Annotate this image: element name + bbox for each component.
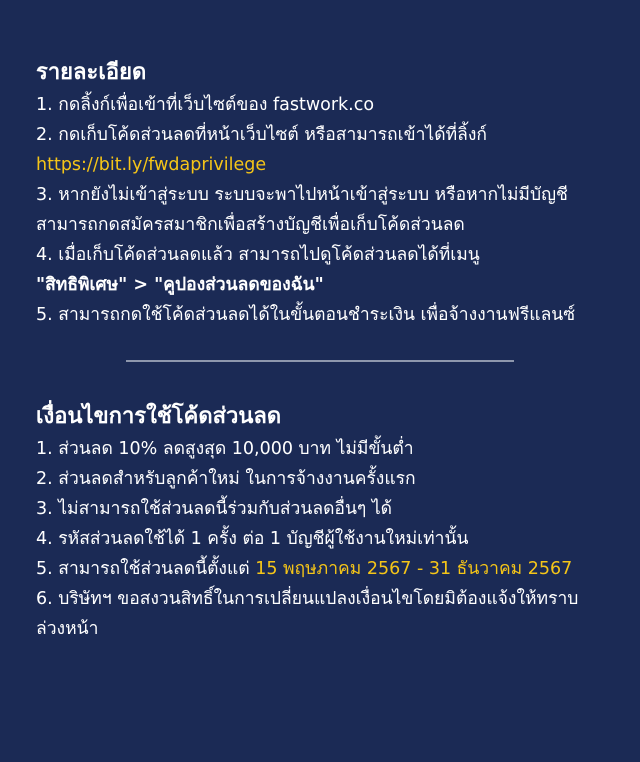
condition-5 <box>36 554 606 584</box>
details-step-2: 2. กดเก็บโค้ดส่วนลดที่หน้าเว็บไซต์ หรือสามารถเข้าได้ที่ลิ้งก์ <box>36 125 487 145</box>
conditions-title: เงื่อนไขการใช้โค้ดส่วนลด <box>36 404 282 429</box>
condition-5-prefix: 5. สามารถใช้ส่วนลดนี้ตั้งแต่ <box>36 559 256 579</box>
details-section <box>36 58 606 330</box>
condition-4: 4. รหัสส่วนลดใช้ได้ 1 ครั้ง ต่อ 1 บัญชีผู้ใช้งานใหม่เท่านั้น <box>36 529 469 549</box>
details-title: รายละเอียด <box>36 60 147 85</box>
details-step-5: 5. สามารถกดใช้โค้ดส่วนลดได้ในขั้นตอนชำระเงิน เพื่อจ้างงานฟรีแลนซ์ <box>36 305 576 325</box>
condition-1: 1. ส่วนลด 10% ลดสูงสุด 10,000 บาท ไม่มีขั้นต่ำ <box>36 439 414 459</box>
condition-3: 3. ไม่สามารถใช้ส่วนลดนี้ร่วมกับส่วนลดอื่นๆ ได้ <box>36 499 393 519</box>
details-step-1: 1. กดลิ้งก์เพื่อเข้าที่เว็บไซต์ของ fastwork.co <box>36 95 375 115</box>
section-divider <box>126 360 514 362</box>
details-menu-path: "สิทธิพิเศษ" > "คูปองส่วนลดของฉัน" <box>36 275 324 295</box>
validity-dates: 15 พฤษภาคม 2567 - 31 ธันวาคม 2567 <box>255 559 573 579</box>
details-step-3-line-1: 3. หากยังไม่เข้าสู่ระบบ ระบบจะพาไปหน้าเข้าสู่ระบบ หรือหากไม่มีบัญชี <box>36 185 568 205</box>
condition-6: 6. บริษัทฯ ขอสงวนสิทธิ์ในการเปลี่ยนแปลงเงื่อนไขโดยมิต้องแจ้งให้ทราบล่วงหน้า <box>36 589 579 639</box>
details-step-4: 4. เมื่อเก็บโค้ดส่วนลดแล้ว สามารถไปดูโค้ดส่วนลดได้ที่เมนู <box>36 245 480 265</box>
conditions-section <box>36 402 606 644</box>
details-step-3-line-2: สามารถกดสมัครสมาชิกเพื่อสร้างบัญชีเพื่อเก็บโค้ดส่วนลด <box>36 215 465 235</box>
privilege-link[interactable]: https://bit.ly/fwdaprivilege <box>36 155 267 175</box>
condition-2: 2. ส่วนลดสำหรับลูกค้าใหม่ ในการจ้างงานครั้งแรก <box>36 469 416 489</box>
